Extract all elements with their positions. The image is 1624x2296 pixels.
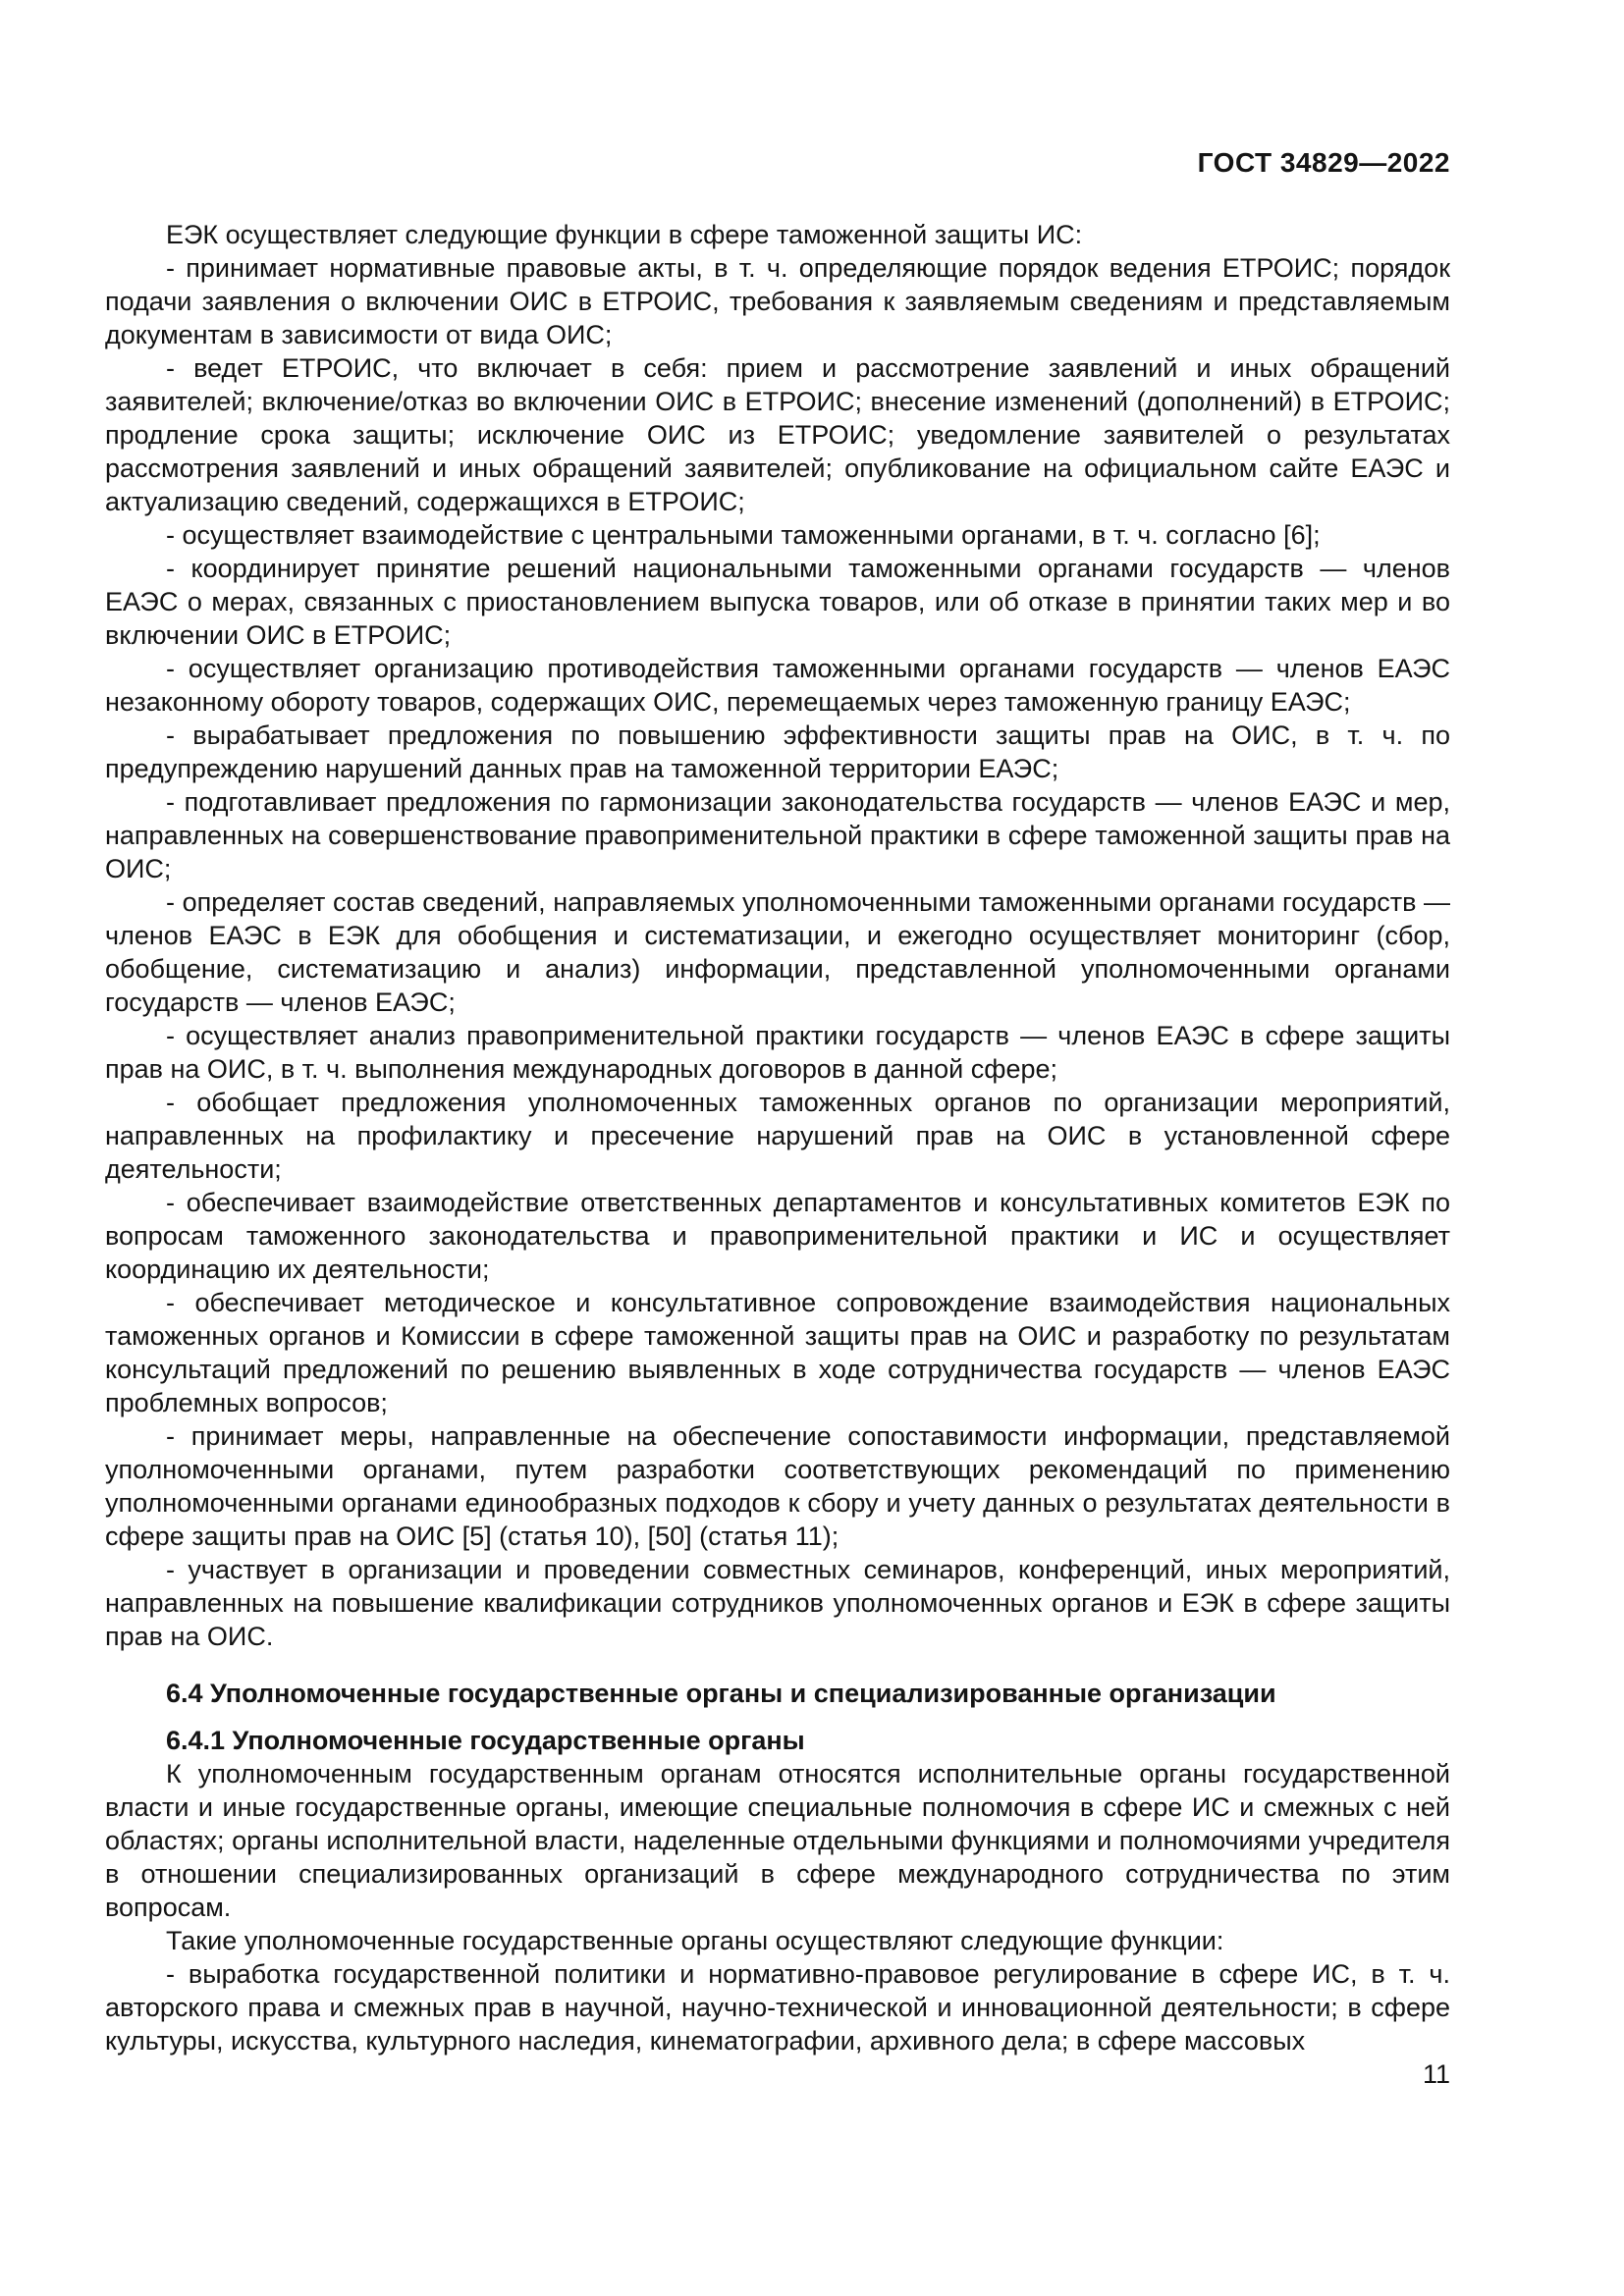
list-item: - подготавливает предложения по гармонизации законодательства государств — членов ЕАЭС и мер, направленных на совершенствование правоприменительной практики в сфере таможенной защиты прав на ОИС;	[105, 787, 1450, 883]
intro-paragraph: ЕЭК осуществляет следующие функции в сфере таможенной защиты ИС:	[166, 220, 1083, 249]
list-item: - вырабатывает предложения по повышению эффективности защиты прав на ОИС, в т. ч. по предупреждению нарушений данных прав на таможенной территории ЕАЭС;	[105, 721, 1450, 783]
page-number: 11	[1422, 2059, 1450, 2089]
list-item: - осуществляет организацию противодействия таможенными органами государств — членов ЕАЭС незаконному обороту товаров, содержащих ОИС, перемещаемых через таможенную границу ЕАЭС;	[105, 654, 1450, 717]
list-item: - участвует в организации и проведении совместных семинаров, конференций, иных мероприятий, направленных на повышение квалификации сотрудников уполномоченных органов и ЕЭК в сфере защиты прав на ОИС.	[105, 1555, 1450, 1651]
list-item: - осуществляет анализ правоприменительной практики государств — членов ЕАЭС в сфере защиты прав на ОИС, в т. ч. выполнения международных договоров в данной сфере;	[105, 1021, 1450, 1084]
list-item: - определяет состав сведений, направляемых уполномоченными таможенными органами государств — членов ЕАЭС в ЕЭК для обобщения и систематизации, и ежегодно осуществляет мониторинг (сбор, обобщение, систематизацию и анализ) информации, представленной уполномоченными органами государств — членов ЕАЭС;	[105, 887, 1450, 1017]
section-heading-6-4: 6.4 Уполномоченные государственные органы и специализированные организации	[166, 1679, 1276, 1708]
list-item: - обеспечивает методическое и консультативное сопровождение взаимодействия национальных таможенных органов и Комиссии в сфере таможенной защиты прав на ОИС и разработку по результатам консультаций предложений по решению выявленных в ходе сотрудничества государств — членов ЕАЭС проблемных вопросов;	[105, 1288, 1450, 1417]
list-item: - обеспечивает взаимодействие ответственных департаментов и консультативных комитетов ЕЭК по вопросам таможенного законодательства и правоприменительной практики и ИС и осуществляет координацию их деятельности;	[105, 1188, 1450, 1284]
body-paragraph: К уполномоченным государственным органам относятся исполнительные органы государственной власти и иные государственные органы, имеющие специальные полномочия в сфере ИС и смежных с ней областях; органы исполнительной власти, наделенные отдельными функциями и полномочиями учредителя в отношении специализированных организаций в сфере международного сотрудничества по этим вопросам.	[105, 1759, 1450, 1922]
list-item: - обобщает предложения уполномоченных таможенных органов по организации мероприятий, направленных на профилактику и пресечение нарушений прав на ОИС в установленной сфере деятельности;	[105, 1088, 1450, 1184]
list-item: - ведет ЕТРОИС, что включает в себя: прием и рассмотрение заявлений и иных обращений заявителей; включение/отказ во включении ОИС в ЕТРОИС; внесение изменений (дополнений) в ЕТРОИС; продление срока защиты; исключение ОИС из ЕТРОИС; уведомление заявителей о результатах рассмотрения заявлений и иных обращений заявителей; опубликование на официальном сайте ЕАЭС и актуализацию сведений, содержащихся в ЕТРОИС;	[105, 353, 1450, 516]
list-item: - выработка государственной политики и нормативно-правовое регулирование в сфере ИС, в т. ч. авторского права и смежных прав в научной, научно-технической и инновационной деятельности; в сфере культуры, искусства, культурного наследия, кинематографии, архивного дела; в сфере массовых	[105, 1959, 1450, 2056]
running-header: ГОСТ 34829—2022	[1197, 147, 1450, 178]
list-item: - принимает меры, направленные на обеспечение сопоставимости информации, представляемой уполномоченными органами, путем разработки соответствующих рекомендаций по применению уполномоченными органами единообразных подходов к сбору и учету данных о результатах деятельности в сфере защиты прав на ОИС [5] (статья 10), [50] (статья 11);	[105, 1421, 1450, 1551]
document-body	[105, 218, 1450, 2057]
list-item: - принимает нормативные правовые акты, в т. ч. определяющие порядок ведения ЕТРОИС; порядок подачи заявления о включении ОИС в ЕТРОИС, требования к заявляемым сведениям и представляемым документам в зависимости от вида ОИС;	[105, 253, 1450, 349]
list-item: - осуществляет взаимодействие с центральными таможенными органами, в т. ч. согласно [6];	[166, 520, 1321, 550]
section-heading-6-4-1: 6.4.1 Уполномоченные государственные органы	[166, 1726, 805, 1755]
list-item: - координирует принятие решений национальными таможенными органами государств — членов ЕАЭС о мерах, связанных с приостановлением выпуска товаров, или об отказе в принятии таких мер и во включении ОИС в ЕТРОИС;	[105, 554, 1450, 650]
body-paragraph: Такие уполномоченные государственные органы осуществляют следующие функции:	[166, 1926, 1224, 1955]
